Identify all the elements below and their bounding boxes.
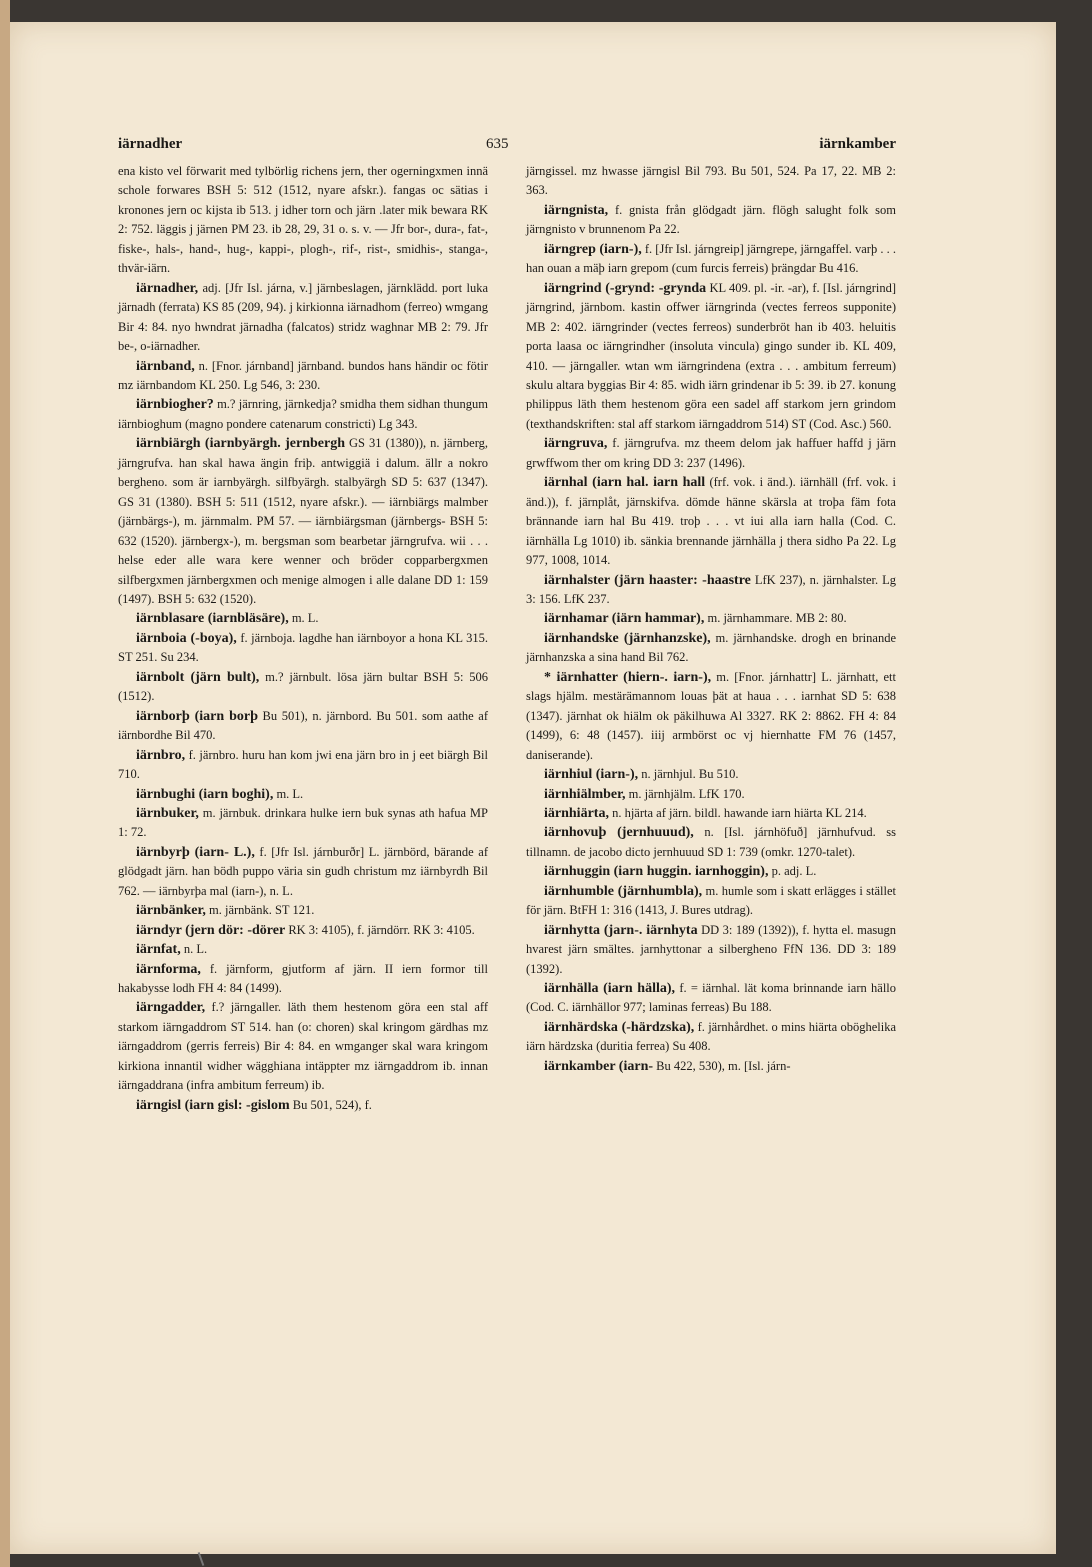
entry-text: f. järnbro. huru han kom jwi ena järn bro in j eet biärgh Bil 710.	[118, 747, 488, 782]
dictionary-entry	[526, 473, 896, 570]
headword: iärnbyrþ (iarn- L.),	[136, 844, 255, 860]
headword: iärndyr (jern dör: -dörer	[136, 922, 286, 938]
headword: iärnhälla (iarn hälla),	[544, 981, 676, 997]
dictionary-entry	[526, 979, 896, 1018]
headword: iärnhandske (järnhanzske),	[544, 630, 711, 646]
headword: iärnhumble (järnhumbla),	[544, 883, 703, 899]
dictionary-entry	[526, 785, 896, 804]
right-column	[526, 162, 896, 1115]
dictionary-entry	[118, 804, 488, 843]
dictionary-entry	[526, 434, 896, 473]
entry-text: adj. [Jfr Isl. járna, v.] järnbeslagen, järnklädd. port luka järnadh (ferrata) KS 85 (209, 94). j kirkionna iärnadhom (ferreo) wmgang Bir 4: 84. nyo hwndrat järnadha (falcatos) stridz waghnar MB 2: 79. Jfr be-, o-iärnadher.	[118, 280, 489, 354]
dictionary-entry	[118, 998, 488, 1095]
dictionary-entry	[526, 765, 896, 784]
entry-text: Bu 501), n. järnbord. Bu 501. som aathe af iärnbordhe Bil 470.	[118, 708, 489, 743]
entry-text: m. humle som i skatt erlägges i stället för järn. BtFH 1: 316 (1413, J. Bures utdrag).	[526, 883, 896, 918]
headword: iärnboia (-boya),	[136, 630, 237, 646]
headword: iärnhiärta,	[544, 805, 609, 821]
headword: iärngisl (iarn gisl: -gislom	[136, 1097, 290, 1113]
headword: iärngrep (iarn-),	[544, 241, 642, 257]
dictionary-entry	[526, 1057, 896, 1076]
headword: iärnborþ (iarn borþ	[136, 708, 258, 724]
entry-text: n. [Isl. járnhöfuð] järnhufvud. ss tillnamn. de jacobo dicto jernhuuud SD 1: 739 (omkr. 1270-talet).	[526, 825, 897, 859]
headword: iärnbuker,	[136, 805, 199, 821]
headword: iärnhuggin (iarn huggin. iarnhoggin),	[544, 864, 769, 880]
dictionary-entry	[118, 901, 488, 920]
entry-text: m. L.	[291, 611, 319, 626]
entry-text: f.? järngaller. läth them hestenom göra een stal aff starkom iärngaddrom ST 514. han (o: choren) skal kringom gärdhas mz iärngaddrom (gerris ferreis) Bir 4: 84. en wmganger skal wara kringom kirkiona innantil widher wägghiana intäppter mz iärngaddrom ib. innan iärngaddrana (infra ambitum ferreum) ib.	[118, 1000, 488, 1093]
entry-text: f. [Jfr Isl. járngreip] järngrepe, järngaffel. varþ . . . han ouan a mäþ iarn grepom (cum furcis ferreis) þrängdar Bu 416.	[526, 241, 896, 276]
dictionary-entry	[526, 882, 896, 921]
head-left-word: iärnadher	[118, 136, 183, 152]
entry-text: m. järnhjälm. LfK 170.	[628, 786, 745, 801]
dictionary-entry	[118, 395, 488, 434]
entry-text: Bu 422, 530), m. [Isl. járn-	[656, 1058, 791, 1073]
head-right-word: iärnkamber	[819, 136, 896, 152]
headword: iärnhalster (järn haaster: -haastre	[544, 572, 751, 588]
entry-text: (frf. vok. i änd.). iärnhäll (frf. vok. i änd.)), f. järnplåt, järnskifva. dömde hänne skärsla at troþa fäm fota brännande iarn hal Bu 419. troþ . . . vt iui alla iarn halla (Cod. C. iärnhälla Lg 1010) ib. sänkia brennande järnhälla j thera sidho Pa 22. Lg 977, 1008, 1014.	[526, 475, 897, 568]
entry-text: f. järnboja. lagdhe han iärnboyor a hona KL 315. ST 251. Su 234.	[118, 630, 488, 665]
entry-text: m.? järnbult. lösa järn bultar BSH 5: 506 (1512).	[118, 669, 489, 704]
ink-mark	[198, 1552, 205, 1566]
entry-text: DD 3: 189 (1392)), f. hytta el. masugn hvarest järn smältes. jarnhyttonar a silbergheno FfN 136. DD 3: 189 (1392).	[526, 922, 897, 976]
entry-text: m. [Fnor. járnhattr] L. järnhatt, ett slags hjälm. mestärämannom louas þät at haua . . . iarnhat SD 5: 638 (1347). järnhat ok hiälm ok päkilhuwa Al 3327. RK 2: 8862. FH 4: 84 (1499), 6: 48 (1457). iiij armbörst oc vj hiernhatte FM 76 (1457, daniserande).	[526, 669, 897, 762]
headword: iärnkamber (iarn-	[544, 1058, 654, 1074]
entry-text: LfK 237), n. järnhalster. Lg 3: 156. LfK 237.	[526, 572, 896, 606]
headword: iärnhiul (iarn-),	[544, 767, 639, 783]
headword: iärnhärdska (-härdzska),	[544, 1019, 695, 1035]
headword: iärnhiälmber,	[544, 786, 626, 802]
dictionary-entry	[526, 1018, 896, 1057]
entry-text: f. [Jfr Isl. járnburðr] L. järnbörd, bärande af glödgadt järn. han bödh puppo väria sin gudh christum mz iärnbyrdh Bil 762. — iärnbyrþa mal (iarn-), n. L.	[118, 844, 489, 898]
entry-text: GS 31 (1380)), n. järnberg, järngrufva. han skal hawa ängin friþ. antwiggiä i dalum. ällr a nokro bergheno. som är iarnbyärgh. silfbyärgh. stalbyärgh SD 5: 637 (1347). GS 31 (1380). BSH 5: 511 (1512, nyare afskr.). — iärnbiärgs malmber (järnbärgs-), m. järnmalm. PM 57. — iärnbiärgsman (järnbergs- BSH 5: 632 (1520). järnbergx-), m. bergsman som bearbetar järngrufva. wii . . . helse eder alle wara kere wenner och bröder copparbergxmen silfbergxmen järnbergxmen och menige almogen i alle dalane DD 1: 159 (1497). BSH 5: 632 (1520).	[118, 436, 489, 606]
entry-text: KL 409. pl. -ir. -ar), f. [Isl. járngrind] järngrind, järnbom. kastin offwer iärngrinda (vectes ferreos supponite) MB 2: 402. iärngrinder (vectes ferreos) sunderbröt han ib 403. heluitis porta laasa oc iärngrindher (insoluta vincula) gingo sunder ib. KL 409, 410. — järngaller. wtan wm iärngrindena (extra . . . ambitum ferreum) skulu altara byggias Bir 4: 85. widh iärn grindenar ib 5: 39. ib 27. konung philippus läth them hestenom göra een sadel aff starkom jern grindom (texthandskriften: stal aff starkom iärngaddrom 514) ST (Cod. Asc.) 560.	[526, 280, 896, 431]
headword: iärnhal (iarn hal. iarn hall	[544, 475, 706, 491]
headword: iärnbiogher?	[136, 397, 214, 413]
entry-text: f. = iärnhal. lät koma brinnande iarn hällo (Cod. C. iärnhällor 977; laminas ferreas) Bu 188.	[526, 981, 897, 1015]
headword: iärnfat,	[136, 942, 181, 958]
entry-text: f. järnform, gjutform af järn. II iern formor till hakabysse lodh FH 4: 84 (1499).	[118, 961, 488, 996]
entry-text: m. järnhammare. MB 2: 80.	[707, 611, 847, 626]
headword: iärnbänker,	[136, 903, 206, 919]
headword: * iärnhatter (hiern-. iarn-),	[544, 669, 712, 685]
page-edge	[0, 0, 10, 1567]
headword: iärnhytta (jarn-. iärnhyta	[544, 922, 698, 938]
dictionary-entry	[526, 804, 896, 823]
headword: iärnadher,	[136, 280, 199, 296]
entry-text: f. järngrufva. mz theem delom jak haffuer haffd j järn grwffwom ther om kring DD 3: 237 (1496).	[526, 436, 896, 470]
dictionary-entry	[118, 162, 488, 279]
dictionary-entry	[526, 240, 896, 279]
headword: iärnbolt (järn bult),	[136, 669, 260, 685]
left-column	[118, 162, 488, 1115]
entry-text: m. järnbänk. ST 121.	[209, 903, 315, 918]
dictionary-entry	[526, 279, 896, 435]
entry-text: ena kisto vel förwarit med tylbörlig richens jern, ther ogerningxmen innä schole forwares BSH 5: 512 (1512, nyare afskr.). fangas oc sätias i kronones jern oc kijsta ib 513. j idher torn och järn .later mik bewara RK 2: 752. läggis j järnen PM 23. ib 28, 29, 31 o. s. v. — Jfr bor-, dura-, fat-, fiske-, hals-, hand-, hug-, kappi-, plogh-, rif-, rist-, smidhis-, stanga-, thvär-iärn.	[118, 164, 488, 276]
columns	[118, 162, 896, 1115]
entry-text: n. hjärta af järn. bildl. hawande iarn hiärta KL 214.	[612, 805, 867, 820]
entry-text: n. L.	[183, 942, 208, 957]
dictionary-entry	[118, 668, 488, 707]
dictionary-entry	[118, 785, 488, 804]
headword: iärnbiärgh (iarnbyärgh. jernbergh	[136, 436, 346, 452]
page-content	[118, 136, 896, 1115]
dictionary-entry	[118, 357, 488, 396]
entry-text: m. järnbuk. drinkara hulke iern buk synas ath hafua MP 1: 72.	[118, 805, 489, 840]
dictionary-entry	[118, 279, 488, 357]
headword: iärnbughi (iarn boghi),	[136, 786, 274, 802]
entry-text: m. järnhandske. drogh en brinande järnhanzska a sina hand Bil 762.	[526, 630, 897, 665]
dictionary-entry	[118, 940, 488, 959]
headword: iärngnista,	[544, 202, 609, 218]
entry-text: f. järnhårdhet. o mins hiärta oböghelika iärn härdzska (duritia ferrea) Su 408.	[526, 1019, 897, 1054]
dictionary-entry	[526, 921, 896, 979]
entry-text: Bu 501, 524), f.	[292, 1097, 372, 1112]
headword: iärngadder,	[136, 1000, 206, 1016]
dictionary-entry	[526, 571, 896, 610]
dictionary-entry	[526, 862, 896, 881]
dictionary-page	[10, 22, 1056, 1554]
dictionary-entry	[118, 629, 488, 668]
entry-text: n. järnhjul. Bu 510.	[641, 767, 739, 782]
entry-text: f. gnista från glödgadt järn. flögh salught folk som järngnisto v brunnenom Pa 22.	[526, 202, 897, 237]
entry-text: järngissel. mz hwasse järngisl Bil 793. Bu 501, 524. Pa 17, 22. MB 2: 363.	[526, 164, 896, 198]
headword: iärnband,	[136, 358, 195, 374]
dictionary-entry	[526, 609, 896, 628]
dictionary-entry	[118, 609, 488, 628]
dictionary-entry	[118, 746, 488, 785]
page-number: 635	[486, 136, 509, 152]
entry-text: RK 3: 4105), f. järndörr. RK 3: 4105.	[288, 922, 475, 937]
dictionary-entry	[118, 1096, 488, 1115]
headword: iärnblasare (iarnbläsäre),	[136, 611, 289, 627]
headword: iärnhamar (iärn hammar),	[544, 611, 705, 627]
dictionary-entry	[526, 668, 896, 765]
dictionary-entry	[526, 201, 896, 240]
dictionary-entry	[118, 434, 488, 609]
dictionary-entry	[526, 823, 896, 862]
running-head	[118, 136, 896, 162]
headword: iärnbro,	[136, 747, 186, 763]
dictionary-entry	[118, 921, 488, 940]
dictionary-entry	[118, 707, 488, 746]
dictionary-entry	[118, 960, 488, 999]
headword: iärnhovuþ (jernhuuud),	[544, 825, 694, 841]
headword: iärngruva,	[544, 436, 608, 452]
entry-text: n. [Fnor. járnband] järnband. bundos hans händir oc fötir mz iärnbandom KL 250. Lg 546, 3: 230.	[118, 358, 489, 392]
entry-text: p. adj. L.	[771, 864, 817, 879]
headword: iärngrind (-grynd: -grynda	[544, 280, 707, 296]
headword: iärnforma,	[136, 961, 201, 977]
entry-text: m.? järnring, järnkedja? smidha them sidhan thungum iärnbioghum (magno pondere catenarum constricti) Lg 343.	[118, 397, 489, 431]
dictionary-entry	[526, 162, 896, 201]
entry-text: m. L.	[276, 786, 304, 801]
dictionary-entry	[118, 843, 488, 901]
dictionary-entry	[526, 629, 896, 668]
